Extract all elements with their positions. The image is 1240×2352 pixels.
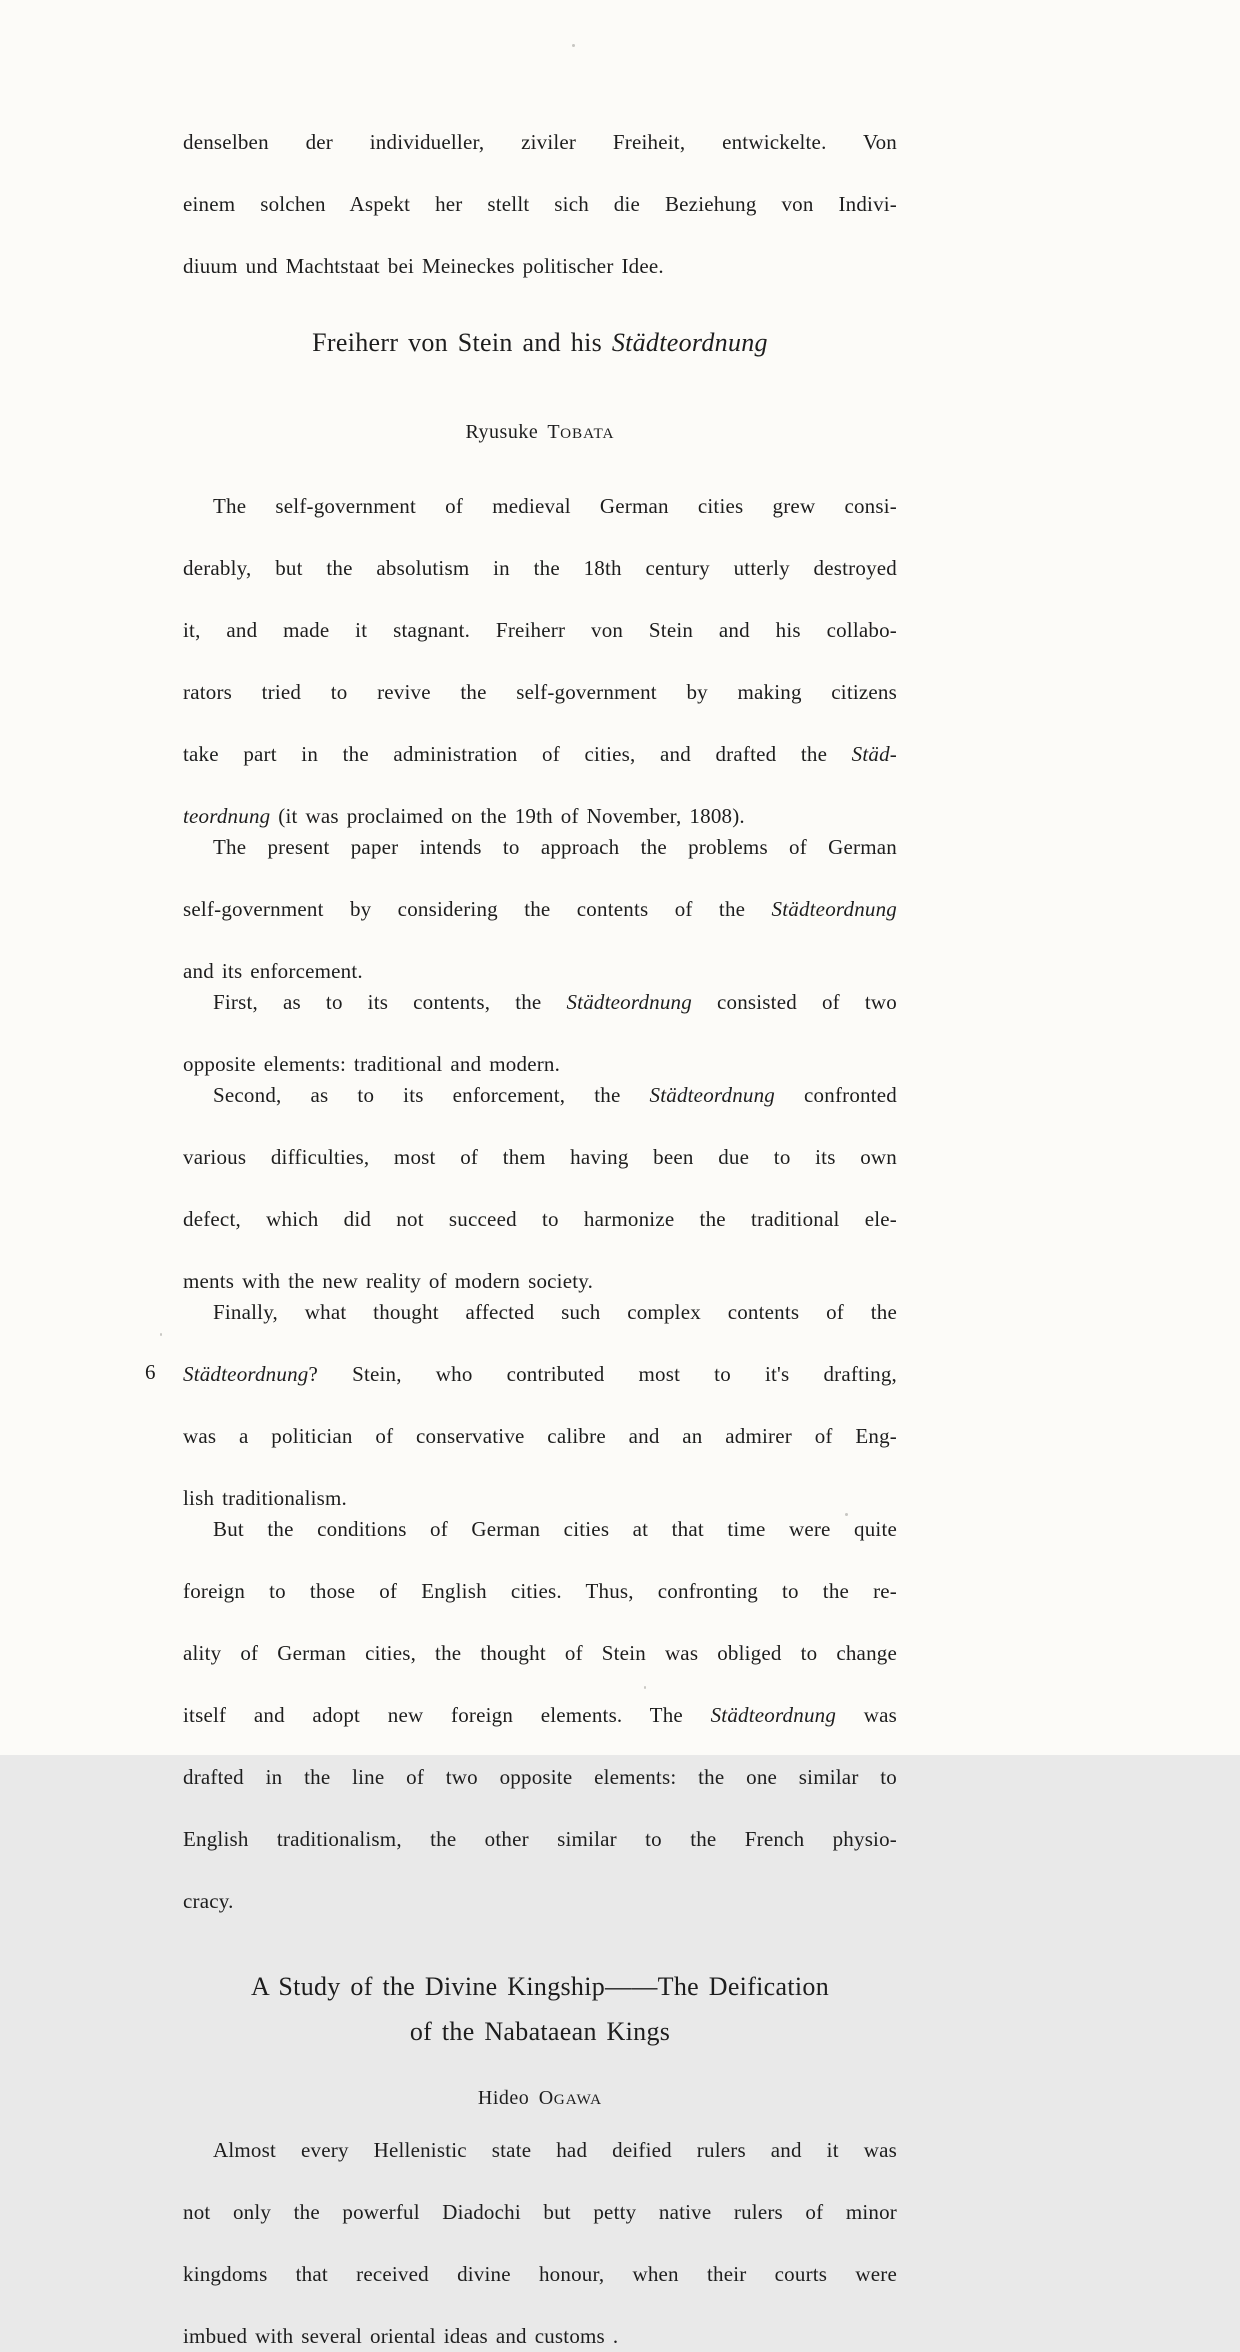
- text: itself and adopt new foreign elements. The: [183, 1703, 711, 1727]
- italic-text: Städteordnung: [566, 990, 692, 1014]
- text-line: [183, 1762, 897, 1824]
- page-number: 6: [145, 1360, 156, 1384]
- text-line: [183, 832, 897, 894]
- stein-title: [183, 320, 897, 365]
- text-line: [183, 2135, 897, 2197]
- text: English traditionalism, the other similar to the French physio-: [183, 1827, 897, 1851]
- text-line: [183, 491, 897, 553]
- text-line: [183, 1359, 897, 1421]
- text: kingdoms that received divine honour, when their courts were: [183, 2262, 897, 2286]
- text: cracy.: [183, 1889, 234, 1913]
- kingship-author: [183, 2085, 897, 2113]
- text: The present paper intends to approach the problems of German: [213, 835, 897, 859]
- text-line: [183, 677, 897, 739]
- text-line: [183, 2085, 897, 2113]
- text-line: [183, 1700, 897, 1762]
- text-line: [183, 801, 897, 832]
- text: ments with the new reality of modern society.: [183, 1269, 594, 1293]
- text-line: [183, 1886, 897, 1917]
- text-line: [183, 1266, 897, 1297]
- text: foreign to those of English cities. Thus, confronting to the re-: [183, 1579, 897, 1603]
- text-line: [183, 419, 897, 447]
- text: But the conditions of German cities at that time were quite: [213, 1517, 897, 1541]
- text-line: [183, 251, 897, 282]
- text-line: [183, 894, 897, 956]
- text: Almost every Hellenistic state had deified rulers and it was: [213, 2138, 897, 2162]
- stein-author: [183, 419, 897, 447]
- german-continuation-paragraph: [183, 127, 897, 282]
- text: einem solchen Aspekt her stellt sich die Beziehung von Indivi-: [183, 192, 897, 216]
- scan-dust-speck: [644, 1686, 646, 1689]
- text-line: [183, 1576, 897, 1638]
- text-line: [183, 987, 897, 1049]
- text-line: [183, 1080, 897, 1142]
- text-line: [183, 553, 897, 615]
- text: self-government by considering the contents of the: [183, 897, 772, 921]
- text: take part in the administration of cities, and drafted the: [183, 742, 852, 766]
- text: Second, as to its enforcement, the: [213, 1083, 650, 1107]
- text: lish traditionalism.: [183, 1486, 347, 1510]
- text: Finally, what thought affected such complex contents of the: [213, 1300, 897, 1324]
- smallcaps-text: GAWA: [553, 2091, 603, 2108]
- page-content: [183, 0, 897, 2352]
- text: confronted: [775, 1083, 897, 1107]
- text: was: [836, 1703, 897, 1727]
- text: A Study of the Divine Kingship——The Deification: [250, 1972, 830, 2001]
- italic-text: Städteordnung: [771, 897, 897, 921]
- text: Freiherr von Stein and his: [312, 328, 612, 357]
- stein-paragraph-4: [183, 1080, 897, 1297]
- stein-paragraph-6: [183, 1514, 897, 1917]
- text-line: [183, 1204, 897, 1266]
- scan-dust-speck: [845, 1513, 848, 1516]
- text: not only the powerful Diadochi but petty native rulers of minor: [183, 2200, 897, 2224]
- text: consisted of two: [691, 990, 897, 1014]
- italic-text: Städteordnung: [649, 1083, 775, 1107]
- text: Ryusuke T: [465, 421, 561, 443]
- italic-text: Städ-: [851, 742, 897, 766]
- stein-paragraph-2: [183, 832, 897, 987]
- text-line: [183, 1964, 897, 2009]
- text-line: [183, 1483, 897, 1514]
- text-line: [183, 2009, 897, 2054]
- text: was a politician of conservative calibre and an admirer of Eng-: [183, 1424, 897, 1448]
- text: opposite elements: traditional and modern.: [183, 1052, 561, 1076]
- text: rators tried to revive the self-government by making citizens: [183, 680, 897, 704]
- stein-paragraph-1: [183, 491, 897, 832]
- italic-text: Städteordnung: [183, 1362, 309, 1386]
- text: Hideo O: [477, 2087, 554, 2109]
- text-line: [183, 127, 897, 189]
- text-line: [183, 1049, 897, 1080]
- text: drafted in the line of two opposite elements: the one similar to: [183, 1765, 897, 1789]
- text: denselben der individueller, ziviler Freiheit, entwickelte. Von: [183, 130, 897, 154]
- text: (it was proclaimed on the 19th of November, 1808).: [270, 804, 745, 828]
- text: various difficulties, most of them having been due to its own: [183, 1145, 897, 1169]
- scan-dust-speck: [160, 1333, 162, 1336]
- scan-dust-speck: [572, 44, 575, 47]
- text-line: [183, 739, 897, 801]
- text: imbued with several oriental ideas and customs .: [183, 2324, 619, 2348]
- text: and its enforcement.: [183, 959, 363, 983]
- smallcaps-text: OBATA: [560, 425, 615, 442]
- italic-text: Städteordnung: [611, 328, 768, 357]
- text: First, as to its contents, the: [213, 990, 567, 1014]
- kingship-paragraph-1: [183, 2135, 897, 2352]
- text: ality of German cities, the thought of Stein was obliged to change: [183, 1641, 897, 1665]
- text-line: [183, 1638, 897, 1700]
- stein-paragraph-5: [183, 1297, 897, 1514]
- text: it, and made it stagnant. Freiherr von Stein and his collabo-: [183, 618, 897, 642]
- text-line: [183, 1824, 897, 1886]
- text: derably, but the absolutism in the 18th century utterly destroyed: [183, 556, 897, 580]
- text-line: [183, 2197, 897, 2259]
- text-line: [183, 956, 897, 987]
- text-line: [183, 1297, 897, 1359]
- text-line: [183, 1421, 897, 1483]
- text: diuum und Machtstaat bei Meineckes politischer Idee.: [183, 254, 664, 278]
- kingship-title: [183, 1964, 897, 2054]
- italic-text: teordnung: [183, 804, 271, 828]
- italic-text: Städteordnung: [710, 1703, 837, 1727]
- text: defect, which did not succeed to harmonize the traditional ele-: [183, 1207, 897, 1231]
- text-line: [183, 1514, 897, 1576]
- stein-paragraph-3: [183, 987, 897, 1080]
- text-line: [183, 1142, 897, 1204]
- text: of the Nabataean Kings: [409, 2017, 671, 2046]
- text: The self-government of medieval German cities grew consi-: [213, 494, 897, 518]
- text-line: [183, 2259, 897, 2321]
- text-line: [183, 2321, 897, 2352]
- text-line: [183, 320, 897, 365]
- text-line: [183, 189, 897, 251]
- text: ? Stein, who contributed most to it's drafting,: [308, 1362, 897, 1386]
- text-line: [183, 615, 897, 677]
